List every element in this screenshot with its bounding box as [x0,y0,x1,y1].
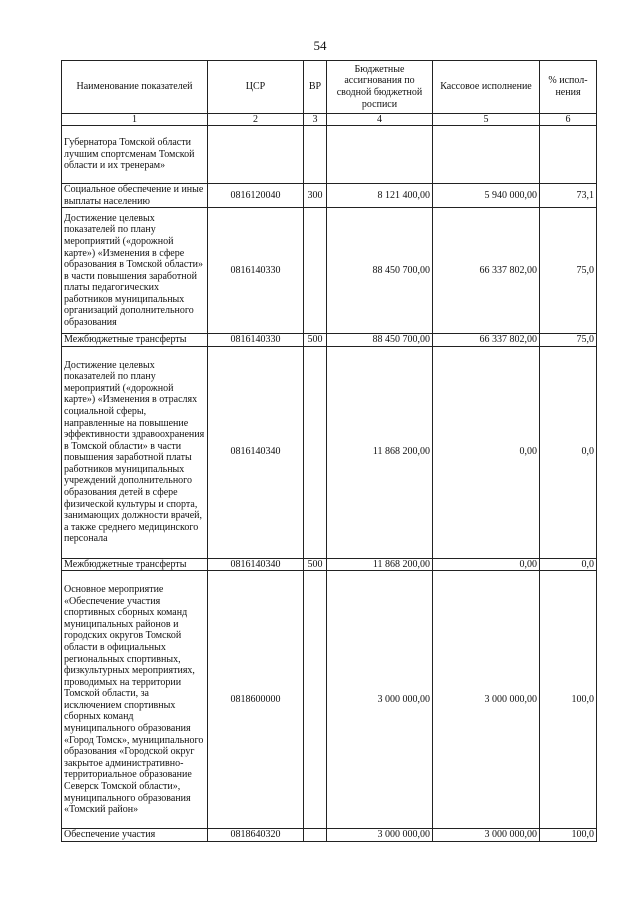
row-cash: 5 940 000,00 [433,184,540,208]
column-number-row [62,114,597,126]
row-percent: 75,0 [540,208,597,334]
row-budget: 88 450 700,00 [327,334,433,347]
header-cash: Кассовое исполнение [433,61,540,114]
row-csr: 0816120040 [208,184,304,208]
table-row [62,334,597,347]
header-csr: ЦСР [208,61,304,114]
row-budget: 88 450 700,00 [327,208,433,334]
row-percent: 0,0 [540,346,597,558]
row-csr: 0816140330 [208,334,304,347]
header-row [62,61,597,114]
row-cash: 3 000 000,00 [433,829,540,842]
row-name: Достижение целевых показателей по плану мероприятий («дорожной карте») «Изменения в сфере образования в Томской области» в части повышения заработной платы педагогических работников муниципальных организаций дополнительного образования [62,208,208,334]
row-budget: 3 000 000,00 [327,829,433,842]
header-budget: Бюджетные ассигнования по сводной бюджетной росписи [327,61,433,114]
row-name: Основное мероприятие «Обеспечение участия спортивных сборных команд муниципальных районов и городских округов Томской области в официальных региональных спортивных, физкультурных мероприятиях, проводимых на территории Томской области, за исключением спортивных сборных команд муниципального образования «Город Томск», муниципального образования «Городской округ закрытое административно-территориальное образование Северск Томской области», муниципального образования «Томский район» [62,571,208,829]
column-number: 2 [208,114,304,126]
row-percent: 73,1 [540,184,597,208]
row-percent [540,126,597,184]
row-vr [304,829,327,842]
budget-table [61,60,597,842]
row-budget: 8 121 400,00 [327,184,433,208]
row-cash: 66 337 802,00 [433,334,540,347]
table-row [62,126,597,184]
table-row [62,558,597,571]
column-number: 6 [540,114,597,126]
row-vr [304,571,327,829]
row-name: Межбюджетные трансферты [62,558,208,571]
row-budget: 11 868 200,00 [327,346,433,558]
row-percent: 100,0 [540,829,597,842]
table-row [62,346,597,558]
row-name: Губернатора Томской области лучшим спортсменам Томской области и их тренерам» [62,126,208,184]
row-cash: 3 000 000,00 [433,571,540,829]
header-percent: % испол-нения [540,61,597,114]
row-csr [208,126,304,184]
row-budget: 3 000 000,00 [327,571,433,829]
row-csr: 0816140340 [208,346,304,558]
row-cash: 0,00 [433,558,540,571]
row-vr: 500 [304,558,327,571]
column-number: 3 [304,114,327,126]
column-number: 5 [433,114,540,126]
table-row [62,208,597,334]
row-vr [304,346,327,558]
row-cash: 66 337 802,00 [433,208,540,334]
row-name: Социальное обеспечение и иные выплаты населению [62,184,208,208]
row-vr: 300 [304,184,327,208]
row-vr [304,126,327,184]
table-row [62,184,597,208]
row-cash [433,126,540,184]
row-csr: 0816140340 [208,558,304,571]
row-name: Межбюджетные трансферты [62,334,208,347]
page-number: 54 [313,38,327,53]
row-csr: 0818640320 [208,829,304,842]
column-number: 4 [327,114,433,126]
row-percent: 100,0 [540,571,597,829]
row-csr: 0818600000 [208,571,304,829]
row-name: Достижение целевых показателей по плану мероприятий («дорожной карте») «Изменения в отраслях социальной сферы, направленные на повышение эффективности здравоохранения в Томской области» в части повышения заработной платы работников муниципальных учреждений дополнительного образования детей в сфере физической культуры и спорта, занимающих должности врачей, а также среднего медицинского персонала [62,346,208,558]
row-percent: 75,0 [540,334,597,347]
row-vr: 500 [304,334,327,347]
row-budget [327,126,433,184]
row-budget: 11 868 200,00 [327,558,433,571]
row-name: Обеспечение участия [62,829,208,842]
row-vr [304,208,327,334]
header-name: Наименование показателей [62,61,208,114]
row-csr: 0816140330 [208,208,304,334]
table-row [62,829,597,842]
column-number: 1 [62,114,208,126]
header-vr: ВР [304,61,327,114]
row-cash: 0,00 [433,346,540,558]
row-percent: 0,0 [540,558,597,571]
table-row [62,571,597,829]
